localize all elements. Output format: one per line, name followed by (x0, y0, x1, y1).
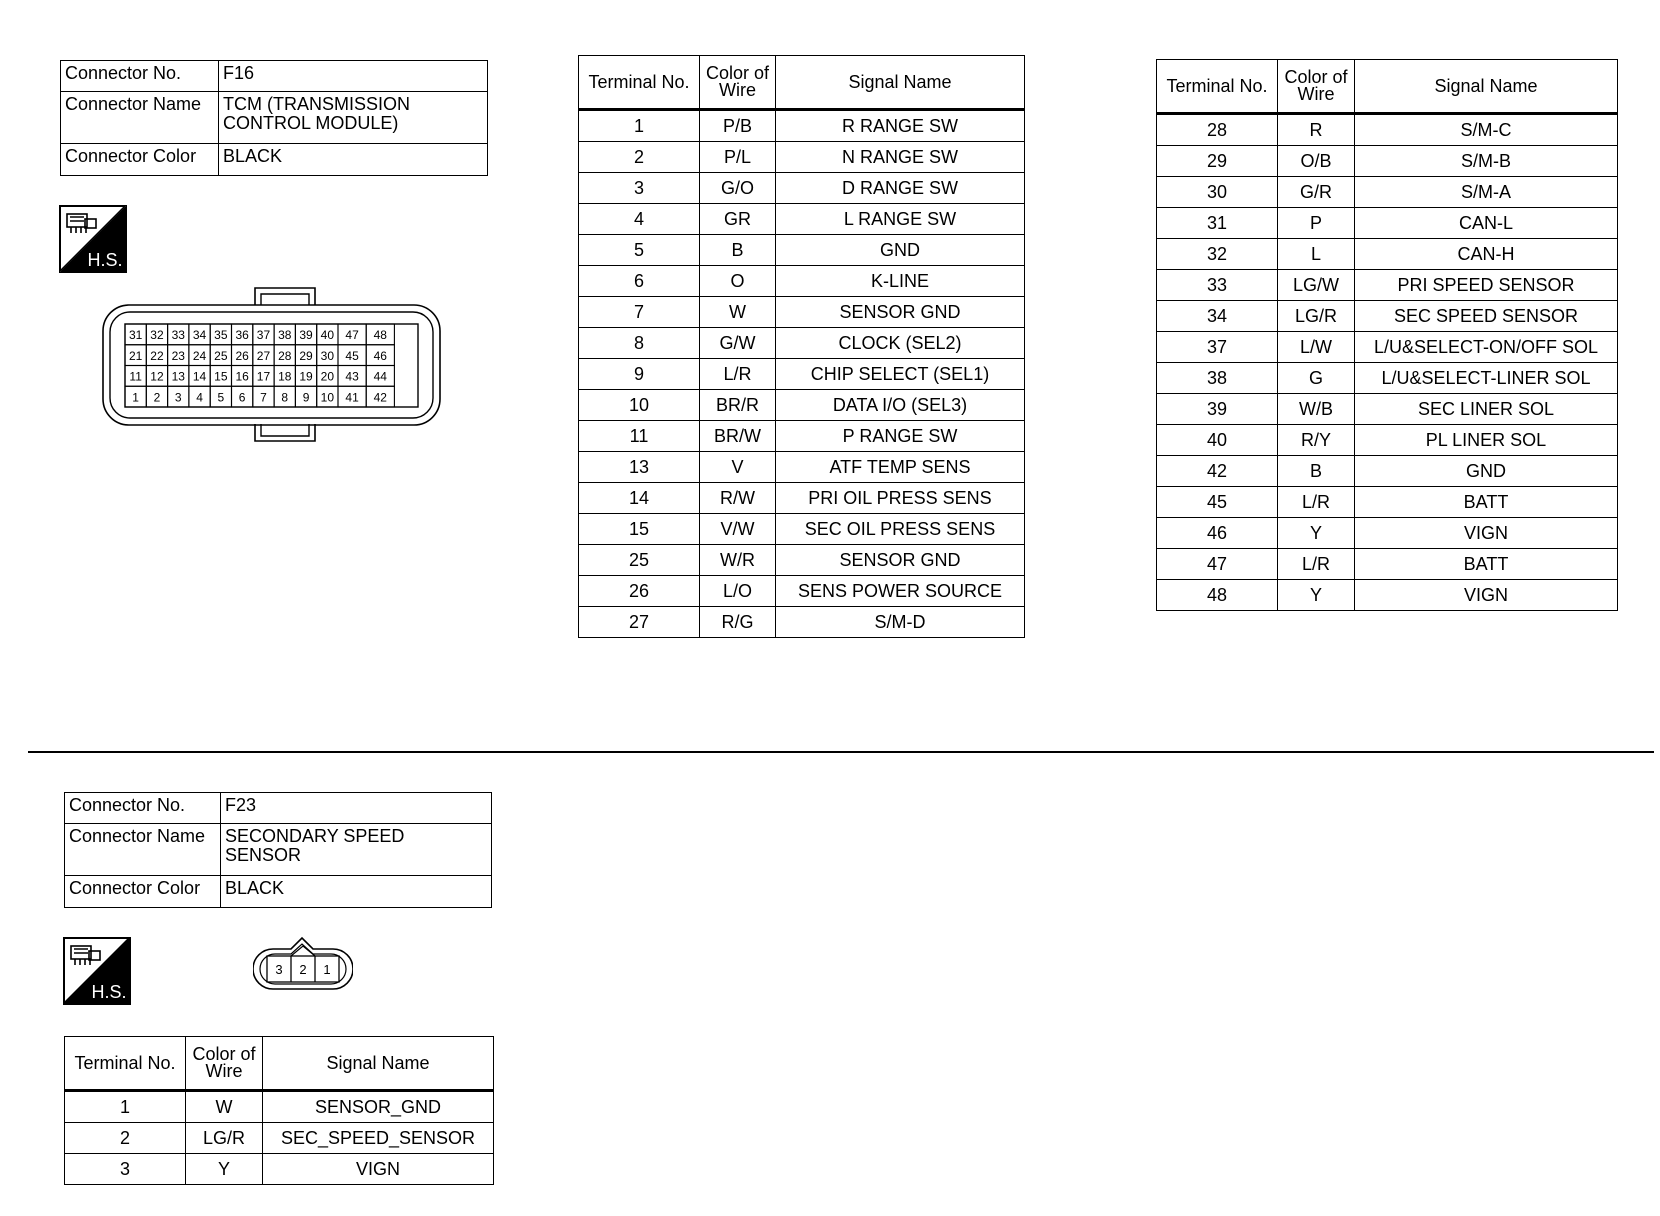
f16-pin-45: 45 (345, 348, 359, 363)
f16-t1-signal-name: P RANGE SW (776, 421, 1025, 452)
f16-t2-terminal: 32 (1157, 239, 1278, 270)
f16-t2-wire-color: O/B (1278, 146, 1355, 177)
f16-t2-wire-color: G/R (1278, 177, 1355, 208)
f16-t1-terminal: 11 (579, 421, 700, 452)
f16-t1-header-signal: Signal Name (776, 56, 1025, 110)
f16-t1-signal-name: S/M-D (776, 607, 1025, 638)
f16-t1-row (579, 390, 1025, 421)
f16-terminal-table-2 (1156, 59, 1618, 611)
f16-t2-wire-color: R/Y (1278, 425, 1355, 456)
f16-t2-row (1157, 394, 1618, 425)
f16-t1-signal-name: N RANGE SW (776, 142, 1025, 173)
f16-connector-face-diagram (100, 285, 445, 445)
f16-pin-42: 42 (373, 390, 387, 405)
f23-terminal: 3 (65, 1154, 186, 1185)
f16-t1-signal-name: DATA I/O (SEL3) (776, 390, 1025, 421)
f16-t2-body (1157, 114, 1618, 611)
f23-signal-name: VIGN (263, 1154, 494, 1185)
f23-connector-no-value: F23 (221, 793, 492, 824)
f16-t2-terminal: 34 (1157, 301, 1278, 332)
f16-t2-signal-name: BATT (1355, 549, 1618, 580)
f16-t2-wire-color: L/R (1278, 487, 1355, 518)
f16-t2-row (1157, 301, 1618, 332)
f16-t1-terminal: 8 (579, 328, 700, 359)
f16-t1-signal-name: PRI OIL PRESS SENS (776, 483, 1025, 514)
f16-pin-9: 9 (302, 390, 310, 405)
f16-t1-wire-color: BR/R (700, 390, 776, 421)
f16-pin-29: 29 (299, 348, 313, 363)
f23-terminal-table (64, 1036, 494, 1185)
f16-t2-terminal: 39 (1157, 394, 1278, 425)
f16-pin-39: 39 (299, 328, 313, 342)
f16-t1-terminal: 6 (579, 266, 700, 297)
f16-pin-46: 46 (373, 348, 387, 363)
f23-harness-side-icon (63, 937, 131, 1005)
f16-t1-terminal: 14 (579, 483, 700, 514)
f16-t1-wire-color: W (700, 297, 776, 328)
f16-pin-36: 36 (235, 328, 249, 342)
f16-t2-signal-name: L/U&SELECT-LINER SOL (1355, 363, 1618, 394)
f16-t2-header-signal: Signal Name (1355, 60, 1618, 114)
f23-body (65, 1091, 494, 1185)
f16-t2-wire-color: R (1278, 114, 1355, 146)
f16-t2-row (1157, 518, 1618, 549)
f16-t1-wire-color: R/W (700, 483, 776, 514)
f16-pin-21: 21 (128, 348, 143, 363)
f16-t2-wire-color: Y (1278, 580, 1355, 611)
f16-t1-terminal: 1 (579, 110, 700, 142)
f16-t1-wire-color: L/O (700, 576, 776, 607)
f16-t2-wire-color: LG/R (1278, 301, 1355, 332)
f16-t2-terminal: 48 (1157, 580, 1278, 611)
f16-pin-31: 31 (128, 328, 143, 342)
f23-wire-color: W (186, 1091, 263, 1123)
f16-connector-name-label: Connector Name (61, 92, 219, 144)
f16-t1-terminal: 5 (579, 235, 700, 266)
f23-pin-3: 3 (275, 962, 283, 977)
f16-t1-terminal: 27 (579, 607, 700, 638)
f16-pin-26: 26 (235, 348, 249, 363)
f16-pin-41: 41 (345, 390, 359, 405)
f16-t1-row (579, 576, 1025, 607)
f16-pin-19: 19 (299, 369, 313, 384)
f16-t2-signal-name: PL LINER SOL (1355, 425, 1618, 456)
f16-pin-15: 15 (214, 369, 228, 384)
f16-t1-row (579, 328, 1025, 359)
f16-t1-terminal: 10 (579, 390, 700, 421)
f23-row (65, 1154, 494, 1185)
f16-t1-wire-color: V/W (700, 514, 776, 545)
f16-t1-row (579, 297, 1025, 328)
f16-t2-signal-name: VIGN (1355, 518, 1618, 549)
f16-harness-side-icon (59, 205, 127, 273)
f16-pin-33: 33 (171, 328, 185, 342)
f16-t2-signal-name: BATT (1355, 487, 1618, 518)
f16-t2-terminal: 47 (1157, 549, 1278, 580)
f16-t1-row (579, 545, 1025, 576)
f16-t2-terminal: 45 (1157, 487, 1278, 518)
f16-t1-signal-name: GND (776, 235, 1025, 266)
f16-t2-row (1157, 580, 1618, 611)
f16-t2-row (1157, 177, 1618, 208)
f16-t2-terminal: 33 (1157, 270, 1278, 301)
f16-t2-terminal: 28 (1157, 114, 1278, 146)
f16-pin-47: 47 (345, 328, 359, 342)
f16-t1-signal-name: CHIP SELECT (SEL1) (776, 359, 1025, 390)
f16-t2-terminal: 42 (1157, 456, 1278, 487)
f16-t1-signal-name: D RANGE SW (776, 173, 1025, 204)
f16-t2-wire-color: L (1278, 239, 1355, 270)
f16-t1-wire-color: O (700, 266, 776, 297)
f16-t2-row (1157, 425, 1618, 456)
f16-pin-grid (125, 324, 394, 407)
f16-t1-wire-color: G/O (700, 173, 776, 204)
f23-header-terminal: Terminal No. (65, 1037, 186, 1091)
f23-connector-color-label: Connector Color (65, 876, 221, 908)
f16-pin-16: 16 (235, 369, 249, 384)
f16-t1-row (579, 204, 1025, 235)
f16-t2-row (1157, 114, 1618, 146)
f16-t1-wire-color: V (700, 452, 776, 483)
f16-t1-row (579, 235, 1025, 266)
f16-t1-header-terminal: Terminal No. (579, 56, 700, 110)
f16-pin-2: 2 (153, 390, 161, 405)
f16-pin-3: 3 (174, 390, 182, 405)
f16-t2-wire-color: P (1278, 208, 1355, 239)
f16-t1-terminal: 26 (579, 576, 700, 607)
f16-t2-row (1157, 363, 1618, 394)
f16-t1-header-color: Color of Wire (700, 56, 776, 110)
f16-pin-6: 6 (238, 390, 246, 405)
f16-pin-20: 20 (320, 369, 335, 384)
f16-connector-no-label: Connector No. (61, 61, 219, 92)
f16-t1-signal-name: SEC OIL PRESS SENS (776, 514, 1025, 545)
f16-t2-signal-name: PRI SPEED SENSOR (1355, 270, 1618, 301)
f16-pin-13: 13 (171, 369, 185, 384)
f23-header-signal: Signal Name (263, 1037, 494, 1091)
f16-pin-5: 5 (217, 390, 225, 405)
f16-t2-terminal: 40 (1157, 425, 1278, 456)
f23-connector-name-value: SECONDARY SPEED SENSOR (221, 824, 492, 876)
f16-t2-signal-name: CAN-H (1355, 239, 1618, 270)
f16-t2-row (1157, 146, 1618, 177)
f16-t1-wire-color: P/L (700, 142, 776, 173)
f16-t1-signal-name: SENSOR GND (776, 545, 1025, 576)
f16-t2-row (1157, 549, 1618, 580)
f16-t2-signal-name: SEC SPEED SENSOR (1355, 301, 1618, 332)
f16-pin-34: 34 (192, 328, 207, 342)
f16-t2-signal-name: S/M-B (1355, 146, 1618, 177)
f16-t2-signal-name: SEC LINER SOL (1355, 394, 1618, 425)
f16-pin-4: 4 (196, 390, 203, 405)
f16-t1-wire-color: R/G (700, 607, 776, 638)
f16-t2-terminal: 29 (1157, 146, 1278, 177)
f16-t1-terminal: 15 (579, 514, 700, 545)
f16-t1-row (579, 142, 1025, 173)
f16-pin-37: 37 (256, 328, 271, 342)
f16-t2-signal-name: S/M-C (1355, 114, 1618, 146)
f16-t2-wire-color: L/R (1278, 549, 1355, 580)
f16-t1-row (579, 359, 1025, 390)
f16-t1-terminal: 3 (579, 173, 700, 204)
f23-wire-color: LG/R (186, 1123, 263, 1154)
f23-connector-face-diagram (253, 935, 353, 993)
f23-info-table (64, 792, 492, 908)
f23-row (65, 1091, 494, 1123)
f16-t1-wire-color: W/R (700, 545, 776, 576)
f16-pin-14: 14 (192, 369, 207, 384)
section-divider (28, 751, 1654, 753)
f16-terminal-table-1 (578, 55, 1025, 638)
f16-t1-wire-color: L/R (700, 359, 776, 390)
f16-t2-header-color: Color of Wire (1278, 60, 1355, 114)
f16-pin-44: 44 (373, 369, 387, 384)
f23-signal-name: SEC_SPEED_SENSOR (263, 1123, 494, 1154)
f16-t1-row (579, 421, 1025, 452)
f16-t1-row (579, 483, 1025, 514)
f23-pin-1: 1 (323, 962, 331, 977)
f16-t2-terminal: 38 (1157, 363, 1278, 394)
f16-t2-signal-name: VIGN (1355, 580, 1618, 611)
f16-t2-row (1157, 332, 1618, 363)
f16-t2-wire-color: LG/W (1278, 270, 1355, 301)
f16-t2-wire-color: G (1278, 363, 1355, 394)
f16-t2-terminal: 31 (1157, 208, 1278, 239)
f23-row (65, 1123, 494, 1154)
f16-t2-terminal: 37 (1157, 332, 1278, 363)
f16-pin-30: 30 (320, 348, 335, 363)
f16-t2-row (1157, 239, 1618, 270)
f16-t1-row (579, 173, 1025, 204)
f16-t1-row (579, 110, 1025, 142)
f23-terminal: 1 (65, 1091, 186, 1123)
f16-t1-row (579, 452, 1025, 483)
f16-pin-11: 11 (129, 369, 142, 384)
f16-t2-row (1157, 456, 1618, 487)
f23-connector-no-label: Connector No. (65, 793, 221, 824)
f16-t1-signal-name: L RANGE SW (776, 204, 1025, 235)
f16-t2-signal-name: L/U&SELECT-ON/OFF SOL (1355, 332, 1618, 363)
f23-terminal: 2 (65, 1123, 186, 1154)
f16-t1-terminal: 4 (579, 204, 700, 235)
f16-t2-header-terminal: Terminal No. (1157, 60, 1278, 114)
f16-t1-signal-name: R RANGE SW (776, 110, 1025, 142)
f16-t1-terminal: 9 (579, 359, 700, 390)
f16-t2-wire-color: Y (1278, 518, 1355, 549)
f16-t1-row (579, 514, 1025, 545)
f16-t1-signal-name: CLOCK (SEL2) (776, 328, 1025, 359)
f16-pin-12: 12 (150, 369, 164, 384)
f16-t2-terminal: 30 (1157, 177, 1278, 208)
f23-signal-name: SENSOR_GND (263, 1091, 494, 1123)
f16-connector-color-label: Connector Color (61, 144, 219, 176)
f16-t2-wire-color: W/B (1278, 394, 1355, 425)
f16-t2-terminal: 46 (1157, 518, 1278, 549)
f16-t1-wire-color: BR/W (700, 421, 776, 452)
f16-t2-row (1157, 208, 1618, 239)
f16-info-table (60, 60, 488, 176)
f16-t1-terminal: 13 (579, 452, 700, 483)
f16-pin-32: 32 (150, 328, 164, 342)
f16-t1-wire-color: G/W (700, 328, 776, 359)
f16-connector-color-value: BLACK (219, 144, 488, 176)
f23-pin-2: 2 (299, 962, 307, 977)
f16-t1-terminal: 7 (579, 297, 700, 328)
f16-pin-1: 1 (132, 390, 139, 405)
f16-connector-name-value: TCM (TRANSMISSION CONTROL MODULE) (219, 92, 488, 144)
f16-t1-terminal: 25 (579, 545, 700, 576)
f16-t1-row (579, 607, 1025, 638)
f16-t2-signal-name: CAN-L (1355, 208, 1618, 239)
f16-t2-wire-color: B (1278, 456, 1355, 487)
f16-pin-28: 28 (278, 348, 292, 363)
f16-pin-10: 10 (320, 390, 335, 405)
f16-pin-7: 7 (260, 390, 267, 405)
f16-t1-signal-name: SENSOR GND (776, 297, 1025, 328)
f16-t1-signal-name: SENS POWER SOURCE (776, 576, 1025, 607)
f16-t2-signal-name: GND (1355, 456, 1618, 487)
f16-t1-row (579, 266, 1025, 297)
f16-pin-43: 43 (345, 369, 359, 384)
f16-pin-35: 35 (214, 328, 228, 342)
f23-header-color: Color of Wire (186, 1037, 263, 1091)
f16-t1-terminal: 2 (579, 142, 700, 173)
f16-hs-label: H.S. (87, 250, 123, 270)
f16-pin-40: 40 (320, 328, 335, 342)
f23-hs-label: H.S. (91, 982, 127, 1002)
f16-t1-wire-color: GR (700, 204, 776, 235)
f16-t2-wire-color: L/W (1278, 332, 1355, 363)
f16-t2-row (1157, 487, 1618, 518)
f16-t2-row (1157, 270, 1618, 301)
f16-connector-no-value: F16 (219, 61, 488, 92)
f16-t1-signal-name: ATF TEMP SENS (776, 452, 1025, 483)
f23-connector-name-label: Connector Name (65, 824, 221, 876)
f16-pin-17: 17 (256, 369, 271, 384)
f16-t1-signal-name: K-LINE (776, 266, 1025, 297)
f16-pin-18: 18 (278, 369, 292, 384)
f23-wire-color: Y (186, 1154, 263, 1185)
f16-pin-23: 23 (171, 348, 185, 363)
f23-connector-color-value: BLACK (221, 876, 492, 908)
f16-pin-48: 48 (373, 328, 387, 342)
f16-t1-wire-color: B (700, 235, 776, 266)
f16-t1-body (579, 110, 1025, 638)
f16-pin-27: 27 (256, 348, 271, 363)
f16-t2-signal-name: S/M-A (1355, 177, 1618, 208)
f16-pin-38: 38 (278, 328, 292, 342)
f16-pin-8: 8 (281, 390, 289, 405)
f16-t1-wire-color: P/B (700, 110, 776, 142)
f16-pin-25: 25 (214, 348, 228, 363)
f16-pin-24: 24 (192, 348, 207, 363)
f16-pin-22: 22 (150, 348, 164, 363)
